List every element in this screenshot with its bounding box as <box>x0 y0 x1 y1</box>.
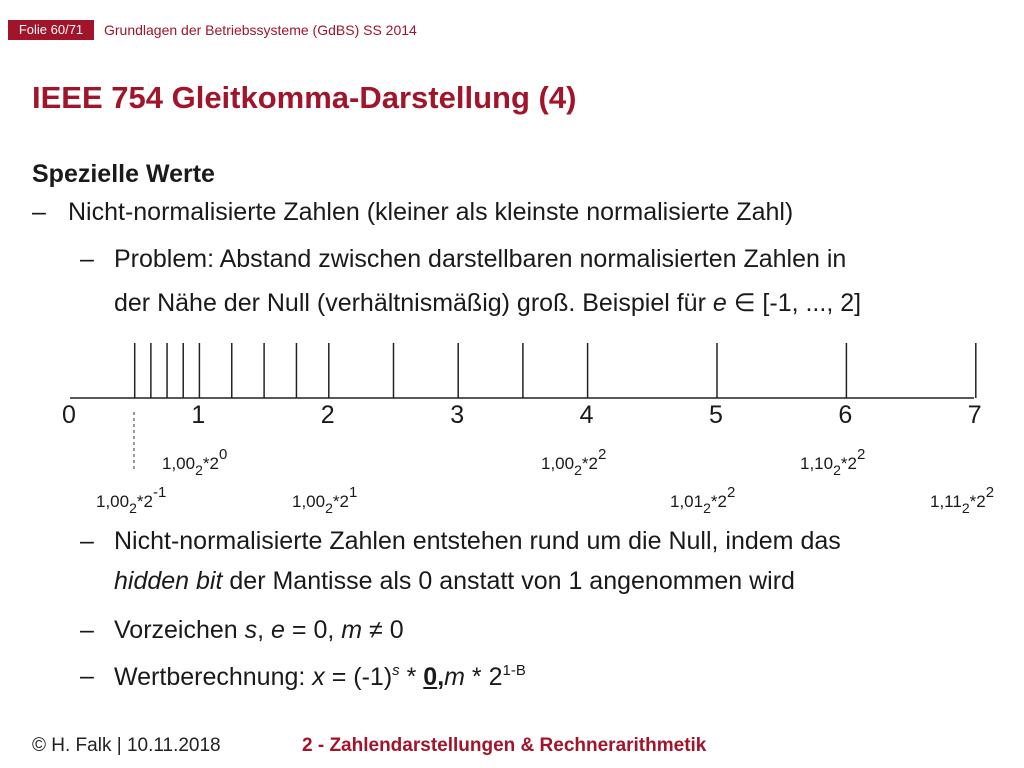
bullet-dash: – <box>80 527 94 555</box>
bullet-dash: – <box>80 662 94 690</box>
footer-chapter: 2 - Zahlendarstellungen & Rechnerarithmetik <box>302 735 707 756</box>
bullet-dash: – <box>80 245 94 273</box>
axis-number: 6 <box>838 401 853 429</box>
axis-number: 2 <box>320 401 335 429</box>
axis-ticks <box>135 343 976 398</box>
value-formula: Wertberechnung: $x = (-1)^s * 0,m * 2^{1-B}$ <box>114 662 526 691</box>
denormal-line-1: Nicht-normalisierte Zahlen entstehen rund um die Null, indem das <box>114 527 841 555</box>
label-100-em1: $1,00_2*2-1$ <box>96 484 167 516</box>
sign-condition: Vorzeichen s, e = 0, m ≠ 0 <box>114 616 404 644</box>
label-110-e2: $1,10_2*22$ <box>800 446 866 478</box>
label-100-e2: $1,00_2*22$ <box>541 446 607 478</box>
label-111-e2: $1,11_2*22$ <box>930 484 995 516</box>
bullet-nonnormalized: Nicht-normalisierte Zahlen (kleiner als kleinste normalisierte Zahl) <box>68 198 794 226</box>
footer-author-date: © H. Falk | 10.11.2018 <box>32 735 221 756</box>
axis-number: 0 <box>62 401 76 429</box>
problem-line-2: der Nähe der Null (verhältnismäßig) groß. Beispiel für e ∈ [-1, ..., 2] <box>114 289 862 317</box>
problem-line-1: Problem: Abstand zwischen darstellbaren normalisierten Zahlen in <box>114 245 847 273</box>
slide-number-badge: Folie 60/71 <box>8 20 94 40</box>
axis-number: 4 <box>579 401 594 429</box>
label-100-e1: $1,00_2*21$ <box>292 484 358 516</box>
axis-number: 1 <box>191 401 206 429</box>
section-heading: Spezielle Werte <box>32 160 215 188</box>
label-101-e2: $1,01_2*22$ <box>670 484 736 516</box>
axis-number: 7 <box>967 401 982 429</box>
axis-number: 3 <box>450 401 465 429</box>
slide-title: IEEE 754 Gleitkomma-Darstellung (4) <box>32 80 577 115</box>
bullet-dash: – <box>80 616 94 644</box>
denormal-line-2: hidden bit der Mantisse als 0 anstatt von 1 angenommen wird <box>114 567 795 595</box>
bullet-dash: – <box>32 198 46 226</box>
course-title: Grundlagen der Betriebssysteme (GdBS) SS 2014 <box>104 22 417 38</box>
label-100-e0: $1,00_2*20$ <box>162 446 228 478</box>
axis-number: 5 <box>709 401 723 429</box>
